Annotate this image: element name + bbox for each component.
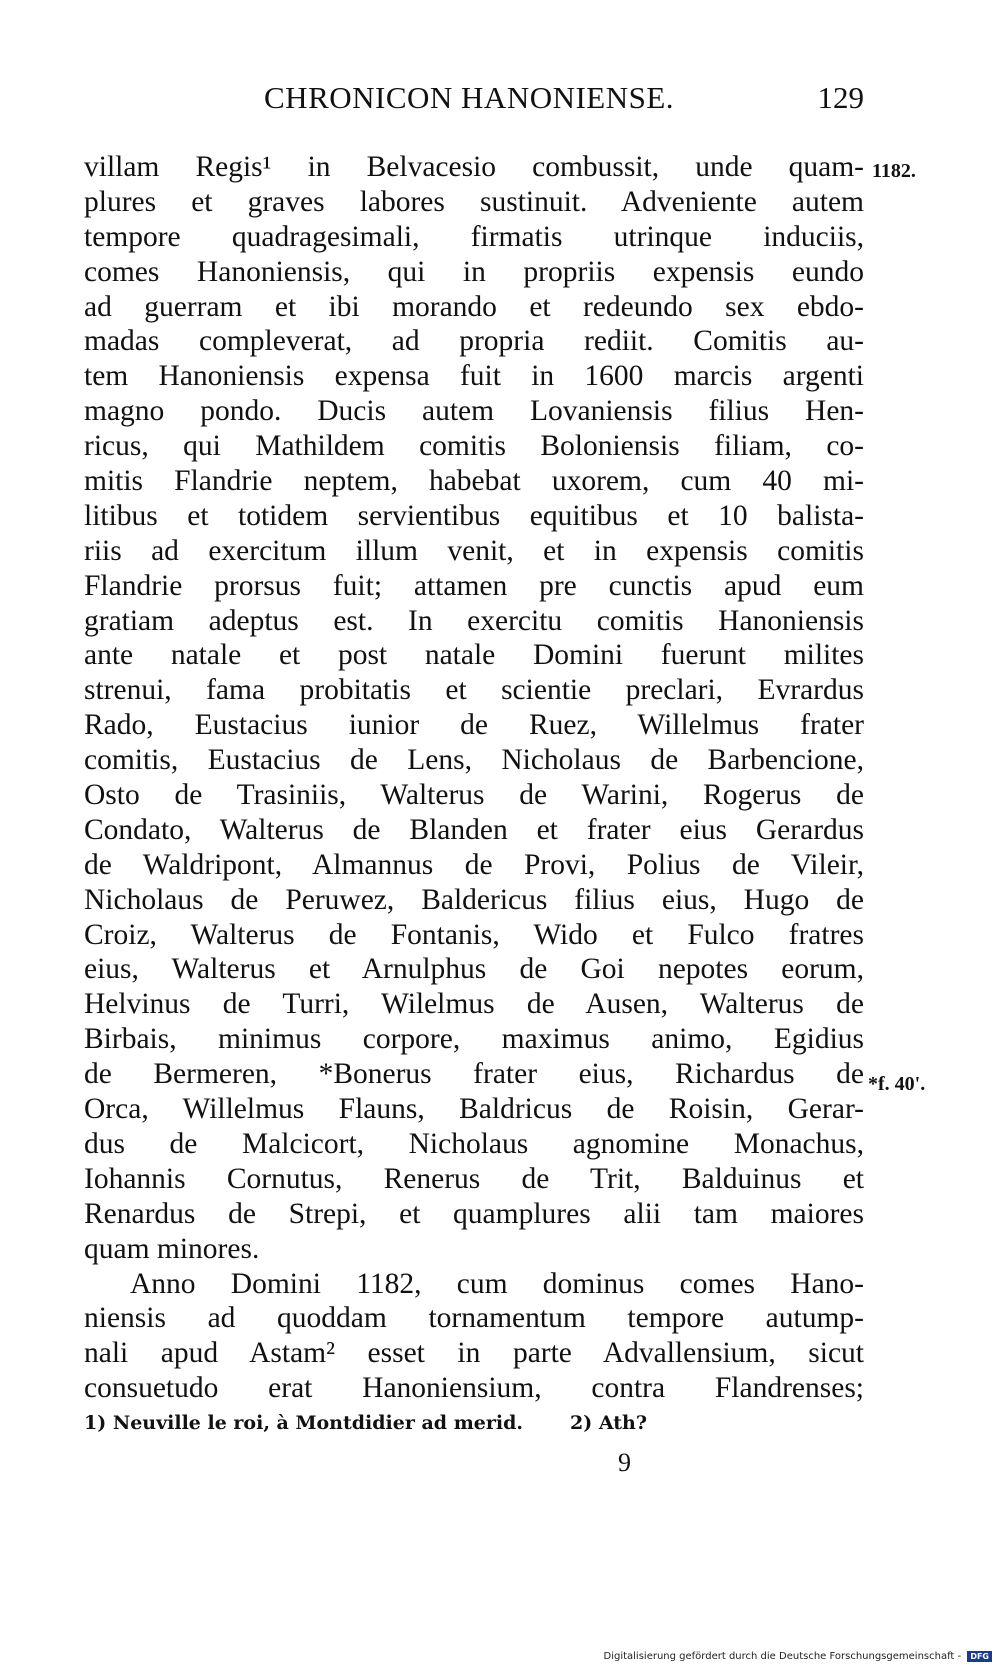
main-text <box>84 150 864 1406</box>
text-line: strenui, fama probitatis et scientie preclari, Evrardus <box>84 674 864 707</box>
text-line: de Waldripont, Almannus de Provi, Polius de Vileir, <box>84 848 864 881</box>
running-title: CHRONICON HANONIENSE. <box>264 80 675 115</box>
text-line: villam Regis¹ in Belvacesio combussit, unde quam- <box>84 151 864 183</box>
digitization-credit-text: Digitalisierung gefördert durch die Deutsche Forschungsgemeinschaft - <box>603 1651 962 1662</box>
text-line: gratiam adeptus est. In exercitu comitis Hanoniensis <box>84 604 864 637</box>
text-line: ante natale et post natale Domini fuerunt milites <box>84 639 864 672</box>
text-line: ad guerram et ibi morando et redeundo sex ebdo- <box>84 290 864 323</box>
text-line: Orca, Willelmus Flauns, Baldricus de Roisin, Gerar- <box>84 1093 864 1126</box>
text-line: litibus et totidem servientibus equitibus et 10 balista- <box>84 499 864 532</box>
text-line: ricus, qui Mathildem comitis Boloniensis filiam, co- <box>84 430 864 463</box>
text-line: nali apud Astam² esset in parte Advallensium, sicut <box>84 1337 864 1370</box>
text-line: magno pondo. Ducis autem Lovaniensis filius Hen- <box>84 395 864 428</box>
page-header <box>84 80 864 124</box>
text-line: Croiz, Walterus de Fontanis, Wido et Fulco fratres <box>84 918 864 951</box>
text-line: Iohannis Cornutus, Renerus de Trit, Balduinus et <box>84 1162 864 1195</box>
text-line: plures et graves labores sustinuit. Adveniente autem <box>84 185 864 218</box>
text-line: comitis, Eustacius de Lens, Nicholaus de Barbencione, <box>84 744 864 777</box>
text-line: Birbais, minimus corpore, maximus animo, Egidius <box>84 1023 864 1056</box>
margin-note-folio: *f. 40'. <box>868 1073 926 1095</box>
page-number: 129 <box>817 80 864 115</box>
text-line: Rado, Eustacius iunior de Ruez, Willelmus frater <box>84 709 864 742</box>
footnotes <box>84 1412 764 1434</box>
text-line: Helvinus de Turri, Wilelmus de Ausen, Walterus de <box>84 988 864 1021</box>
text-line: niensis ad quoddam tornamentum tempore autump- <box>84 1302 864 1335</box>
text-line: Nicholaus de Peruwez, Baldericus filius eius, Hugo de <box>84 883 864 916</box>
text-line: Osto de Trasiniis, Walterus de Warini, Rogerus de <box>84 779 864 812</box>
text-line: tem Hanoniensis expensa fuit in 1600 marcis argenti <box>84 360 864 393</box>
signature-mark: 9 <box>618 1448 631 1477</box>
text-line: dus de Malcicort, Nicholaus agnomine Monachus, <box>84 1127 864 1160</box>
text-line: Flandrie prorsus fuit; attamen pre cunctis apud eum <box>84 569 864 602</box>
footnote-1: 1) Neuville le roi, à Montdidier ad merid. <box>84 1412 524 1434</box>
text-line: riis ad exercitum illum venit, et in expensis comitis <box>84 534 864 567</box>
text-line: Condato, Walterus de Blanden et frater eius Gerardus <box>84 813 864 846</box>
text-line: mitis Flandrie neptem, habebat uxorem, cum 40 mi- <box>84 465 864 498</box>
text-line: eius, Walterus et Arnulphus de Goi nepotes eorum, <box>84 953 864 986</box>
digitization-credit <box>604 1651 993 1662</box>
text-line: Renardus de Strepi, et quamplures alii tam maiores <box>84 1197 864 1230</box>
text-line: quam minores. <box>84 1232 260 1265</box>
footnote-2: 2) Ath? <box>570 1412 647 1434</box>
text-line: comes Hanoniensis, qui in propriis expensis eundo <box>84 255 864 288</box>
text-line: madas compleverat, ad propria rediit. Comitis au- <box>84 325 864 358</box>
text-line: consuetudo erat Hanoniensium, contra Flandrenses; <box>84 1372 864 1405</box>
dfg-logo-icon: DFG <box>967 1651 992 1662</box>
text-line: Anno Domini 1182, cum dominus comes Hano- <box>130 1267 864 1300</box>
margin-note-year: 1182. <box>872 160 916 182</box>
text-line: tempore quadragesimali, firmatis utrinque induciis, <box>84 220 864 253</box>
text-line: de Bermeren, *Bonerus frater eius, Richardus de <box>84 1058 864 1091</box>
